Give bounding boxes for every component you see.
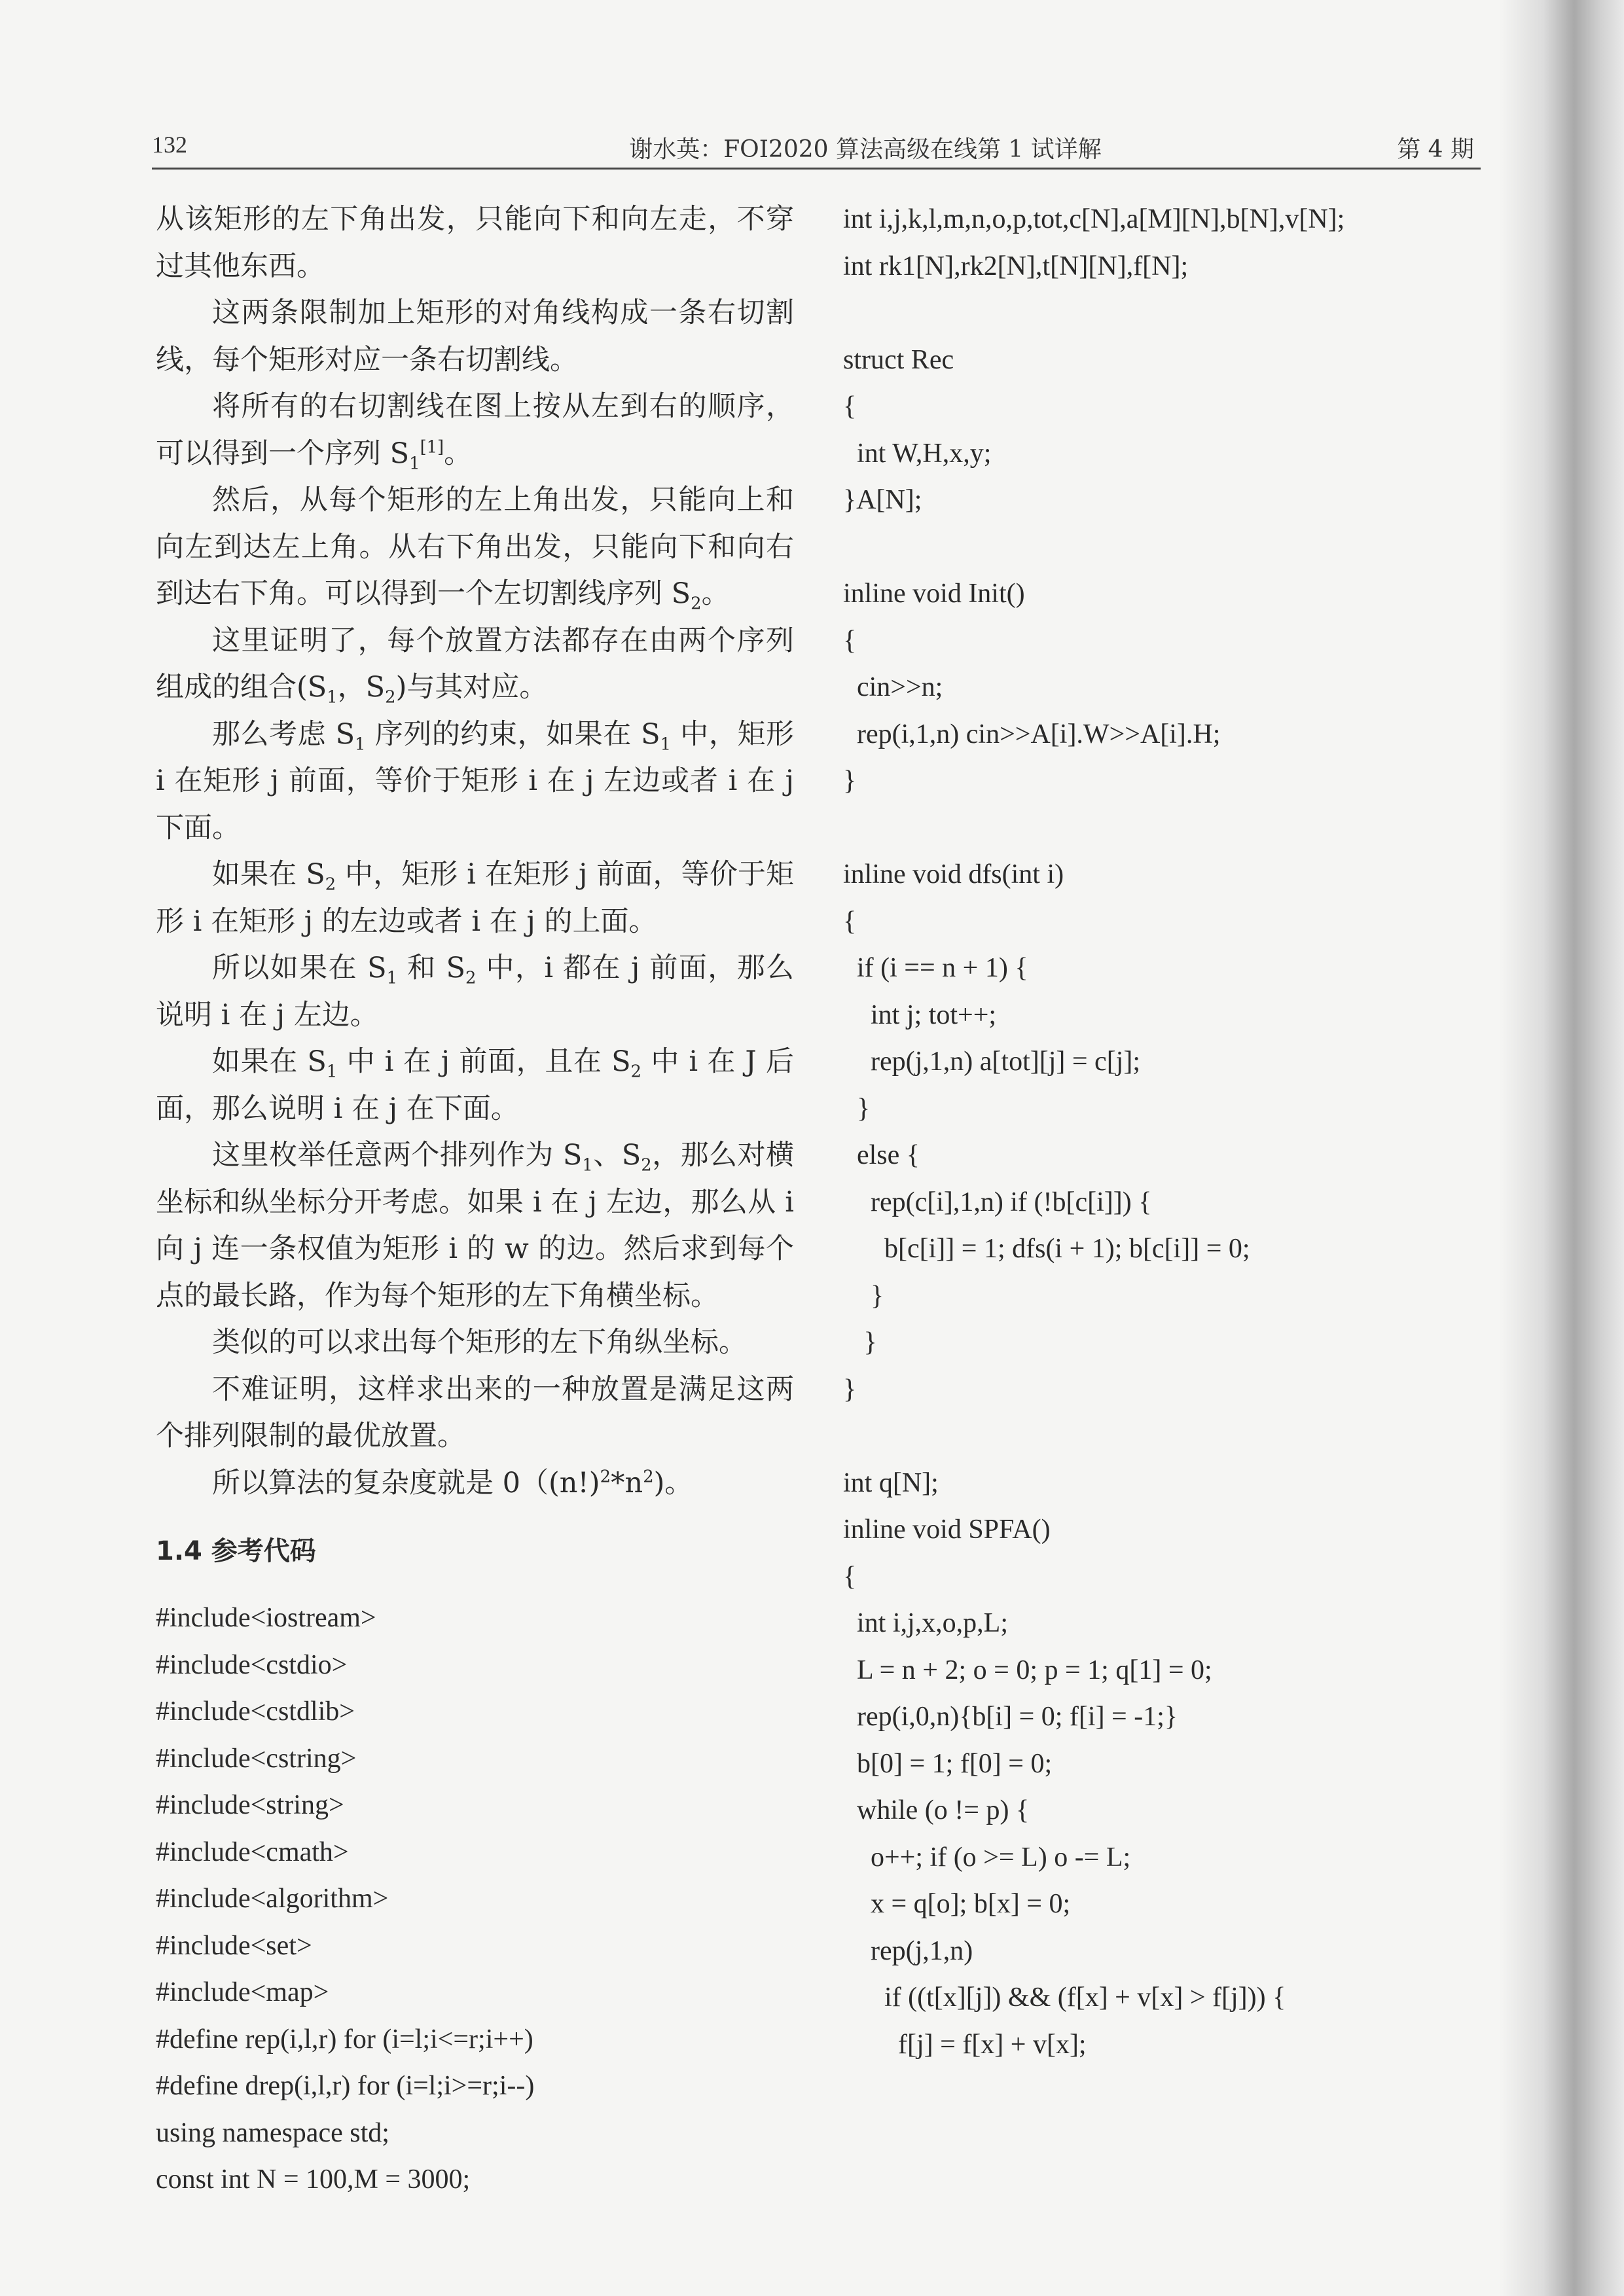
right-code-line: rep(j,1,n) a[tot][j] = c[j];: [843, 1047, 1141, 1077]
right-code-line: o++; if (o >= L) o -= L;: [843, 1842, 1131, 1873]
left-code-line: using namespace std;: [156, 2117, 389, 2148]
right-code-line: }: [843, 766, 857, 796]
paragraph-5: 这里证明了，每个放置方法都存在由两个序列组成的组合($S_1$，$S_2$)与其对应。: [156, 624, 794, 708]
paragraph-3: 将所有的右切割线在图上按从左到右的顺序，可以得到一个序列 $S_1[1]$。: [156, 390, 794, 474]
left-code-line: #define rep(i,l,r) for (i=l;i<=r;i++): [156, 2024, 533, 2054]
right-code-line: }: [843, 1374, 857, 1405]
left-code-line: #include<cstdio>: [156, 1649, 348, 1680]
paragraph-11: 类似的可以求出每个矩形的左下角纵坐标。: [212, 1326, 747, 1359]
right-code-line: int W,H,x,y;: [843, 438, 992, 469]
right-code-line: int q[N];: [843, 1467, 939, 1498]
right-code-line: int i,j,k,l,m,n,o,p,tot,c[N],a[M][N],b[N],v[N];: [843, 204, 1345, 234]
left-code-line: #include<cmath>: [156, 1837, 349, 1867]
right-code-line: }: [843, 1280, 884, 1311]
right-code-line: cin>>n;: [843, 672, 943, 702]
paragraph-1: 从该矩形的左下角出发，只能向下和向左走，不穿过其他东西。: [156, 203, 794, 283]
left-code-line: #include<map>: [156, 1977, 329, 2007]
issue-label: 第 4 期: [1397, 136, 1474, 163]
right-code-line: rep(j,1,n): [843, 1935, 973, 1966]
right-code-line: int j; tot++;: [843, 999, 997, 1030]
code-block-left: [156, 1595, 794, 2204]
right-code-line: int i,j,x,o,p,L;: [843, 1608, 1008, 1638]
paragraph-4: 然后，从每个矩形的左上角出发，只能向上和向左到达左上角。从右下角出发，只能向下和向右到达右下角。可以得到一个左切割线序列 $S_2$。: [156, 484, 794, 614]
paragraph-6: 那么考虑 $S_1$ 序列的约束，如果在 $S_1$ 中，矩形 i 在矩形 j 前面，等价于矩形 i 在 j 左边或者 i 在 j 下面。: [156, 717, 795, 844]
paragraph-13: 所以算法的复杂度就是 $0((n!)^2*n^2)$。: [212, 1466, 693, 1499]
right-code-line: L = n + 2; o = 0; p = 1; q[1] = 0;: [843, 1655, 1212, 1685]
paragraph-10: 这里枚举任意两个排列作为 $S_1$、$S_2$，那么对横坐标和纵坐标分开考虑。如果 i 在 j 左边，那么从 i 向 j 连一条权值为矩形 i 的 w 的边。然后求到每个点的最长路，作为每个矩形的左下角横坐标。: [156, 1139, 795, 1312]
page-number: 132: [152, 132, 187, 158]
right-code-line: b[0] = 1; f[0] = 0;: [843, 1748, 1053, 1779]
right-code-line: {: [843, 1561, 857, 1592]
right-code-line: [843, 1413, 1481, 1460]
code-block-right: [843, 196, 1481, 2068]
right-code-line: {: [843, 625, 857, 656]
left-code-line: #define drep(i,l,r) for (i=l;i>=r;i--): [156, 2071, 535, 2101]
right-code-line: struct Rec: [843, 344, 954, 375]
left-code-line: const int N = 100,M = 3000;: [156, 2164, 471, 2195]
left-column: [156, 196, 794, 2204]
paragraph-8: 所以如果在 $S_1$ 和 $S_2$ 中，i 都在 j 前面，那么说明 i 在 j 左边。: [156, 952, 795, 1031]
right-code-line: inline void dfs(int i): [843, 859, 1064, 889]
right-code-line: inline void SPFA(): [843, 1515, 1051, 1545]
paragraph-7: 如果在 $S_2$ 中，矩形 i 在矩形 j 前面，等价于矩形 i 在矩形 j 的左边或者 i 在 j 的上面。: [156, 858, 795, 938]
right-code-line: rep(c[i],1,n) if (!b[c[i]]) {: [843, 1187, 1152, 1217]
right-code-line: }A[N];: [843, 485, 922, 515]
right-column: [843, 196, 1481, 2068]
left-code-line: #include<string>: [156, 1790, 344, 1820]
right-code-line: [843, 290, 1481, 337]
right-code-line: [843, 805, 1481, 852]
right-code-line: }: [843, 1327, 877, 1357]
right-code-line: else {: [843, 1140, 920, 1170]
right-code-line: {: [843, 906, 857, 937]
page-header: [152, 126, 1481, 170]
right-code-line: f[j] = f[x] + v[x];: [843, 2029, 1087, 2060]
right-code-line: rep(i,0,n){b[i] = 0; f[i] = -1;}: [843, 1702, 1178, 1732]
section-title: 1.4 参考代码: [156, 1536, 316, 1566]
right-code-line: }: [843, 1093, 871, 1124]
right-code-line: {: [843, 391, 857, 422]
right-code-line: [843, 524, 1481, 571]
right-code-line: if (i == n + 1) {: [843, 953, 1028, 983]
paragraph-9: 如果在 $S_1$ 中 i 在 j 前面，且在 $S_2$ 中 i 在 J 后面，那么说明 i 在 j 在下面。: [156, 1045, 795, 1125]
right-code-line: rep(i,1,n) cin>>A[i].W>>A[i].H;: [843, 719, 1221, 749]
right-code-line: if ((t[x][j]) && (f[x] + v[x] > f[j])) {: [843, 1982, 1286, 2013]
right-code-line: int rk1[N],rk2[N],t[N][N],f[N];: [843, 251, 1189, 281]
left-code-line: #include<iostream>: [156, 1603, 376, 1633]
left-code-line: #include<cstdlib>: [156, 1696, 355, 1727]
paragraph-12: 不难证明，这样求出来的一种放置是满足这两个排列限制的最优放置。: [156, 1372, 794, 1452]
left-code-line: #include<set>: [156, 1930, 312, 1961]
right-code-line: b[c[i]] = 1; dfs(i + 1); b[c[i]] = 0;: [843, 1234, 1250, 1264]
right-code-line: inline void Init(): [843, 579, 1025, 609]
running-title: 谢水英：FOI2020 算法高级在线第 1 试详解: [629, 136, 1102, 163]
book-binding-shadow: [1500, 0, 1624, 2296]
right-code-line: while (o != p) {: [843, 1795, 1030, 1825]
paragraph-2: 这两条限制加上矩形的对角线构成一条右切割线，每个矩形对应一条右切割线。: [156, 296, 794, 376]
left-code-line: #include<cstring>: [156, 1743, 357, 1774]
left-code-line: #include<algorithm>: [156, 1884, 389, 1914]
right-code-line: x = q[o]; b[x] = 0;: [843, 1889, 1071, 1919]
